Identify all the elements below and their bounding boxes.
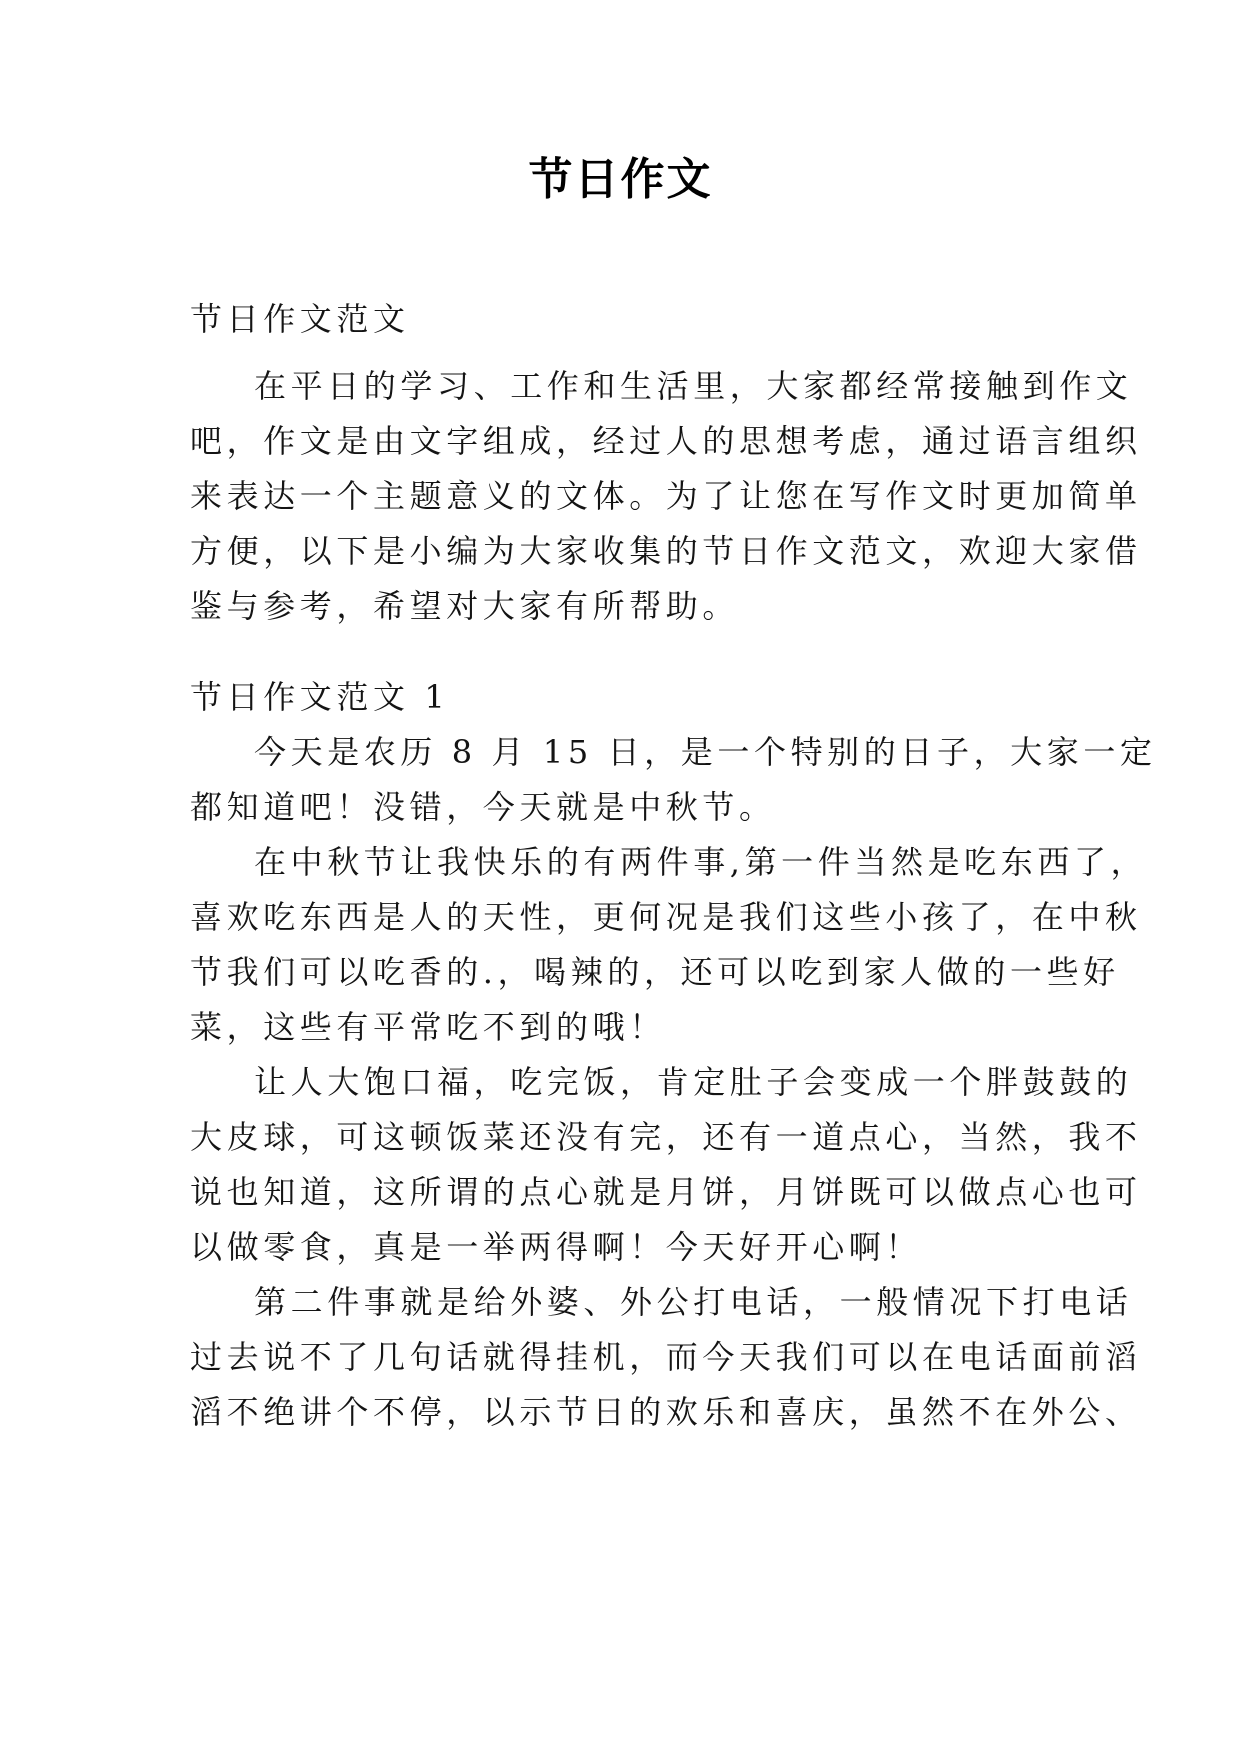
body-line: 说也知道，这所谓的点心就是月饼，月饼既可以做点心也可 bbox=[190, 1173, 1142, 1211]
body-line: 在中秋节让我快乐的有两件事,第一件当然是吃东西了， bbox=[254, 843, 1148, 881]
intro-line: 来表达一个主题意义的文体。为了让您在写作文时更加简单 bbox=[190, 477, 1142, 515]
intro-line: 鉴与参考，希望对大家有所帮助。 bbox=[190, 587, 740, 625]
body-line: 过去说不了几句话就得挂机，而今天我们可以在电话面前滔 bbox=[190, 1338, 1142, 1376]
section-heading: 节日作文范文 1 bbox=[190, 678, 450, 716]
body-line: 大皮球，可这顿饭菜还没有完，还有一道点心，当然，我不 bbox=[190, 1118, 1142, 1156]
intro-line: 在平日的学习、工作和生活里，大家都经常接触到作文 bbox=[254, 367, 1133, 405]
subtitle: 节日作文范文 bbox=[190, 300, 410, 338]
document-title: 节日作文 bbox=[528, 154, 713, 205]
body-line: 第二件事就是给外婆、外公打电话，一般情况下打电话 bbox=[254, 1283, 1133, 1321]
intro-line: 方便，以下是小编为大家收集的节日作文范文，欢迎大家借 bbox=[190, 532, 1142, 570]
body-line: 都知道吧！没错，今天就是中秋节。 bbox=[190, 788, 776, 826]
body-line: 以做零食，真是一举两得啊！今天好开心啊！ bbox=[190, 1228, 923, 1266]
body-line: 让人大饱口福，吃完饭，肯定肚子会变成一个胖鼓鼓的 bbox=[254, 1063, 1133, 1101]
body-line: 节我们可以吃香的.，喝辣的，还可以吃到家人做的一些好 bbox=[190, 953, 1120, 991]
body-line: 菜，这些有平常吃不到的哦！ bbox=[190, 1008, 666, 1046]
body-line: 今天是农历 8 月 15 日，是一个特别的日子，大家一定 bbox=[254, 733, 1157, 771]
body-line: 滔不绝讲个不停，以示节日的欢乐和喜庆，虽然不在外公、 bbox=[190, 1393, 1142, 1431]
body-line: 喜欢吃东西是人的天性，更何况是我们这些小孩了，在中秋 bbox=[190, 898, 1142, 936]
intro-line: 吧，作文是由文字组成，经过人的思想考虑，通过语言组织 bbox=[190, 422, 1142, 460]
